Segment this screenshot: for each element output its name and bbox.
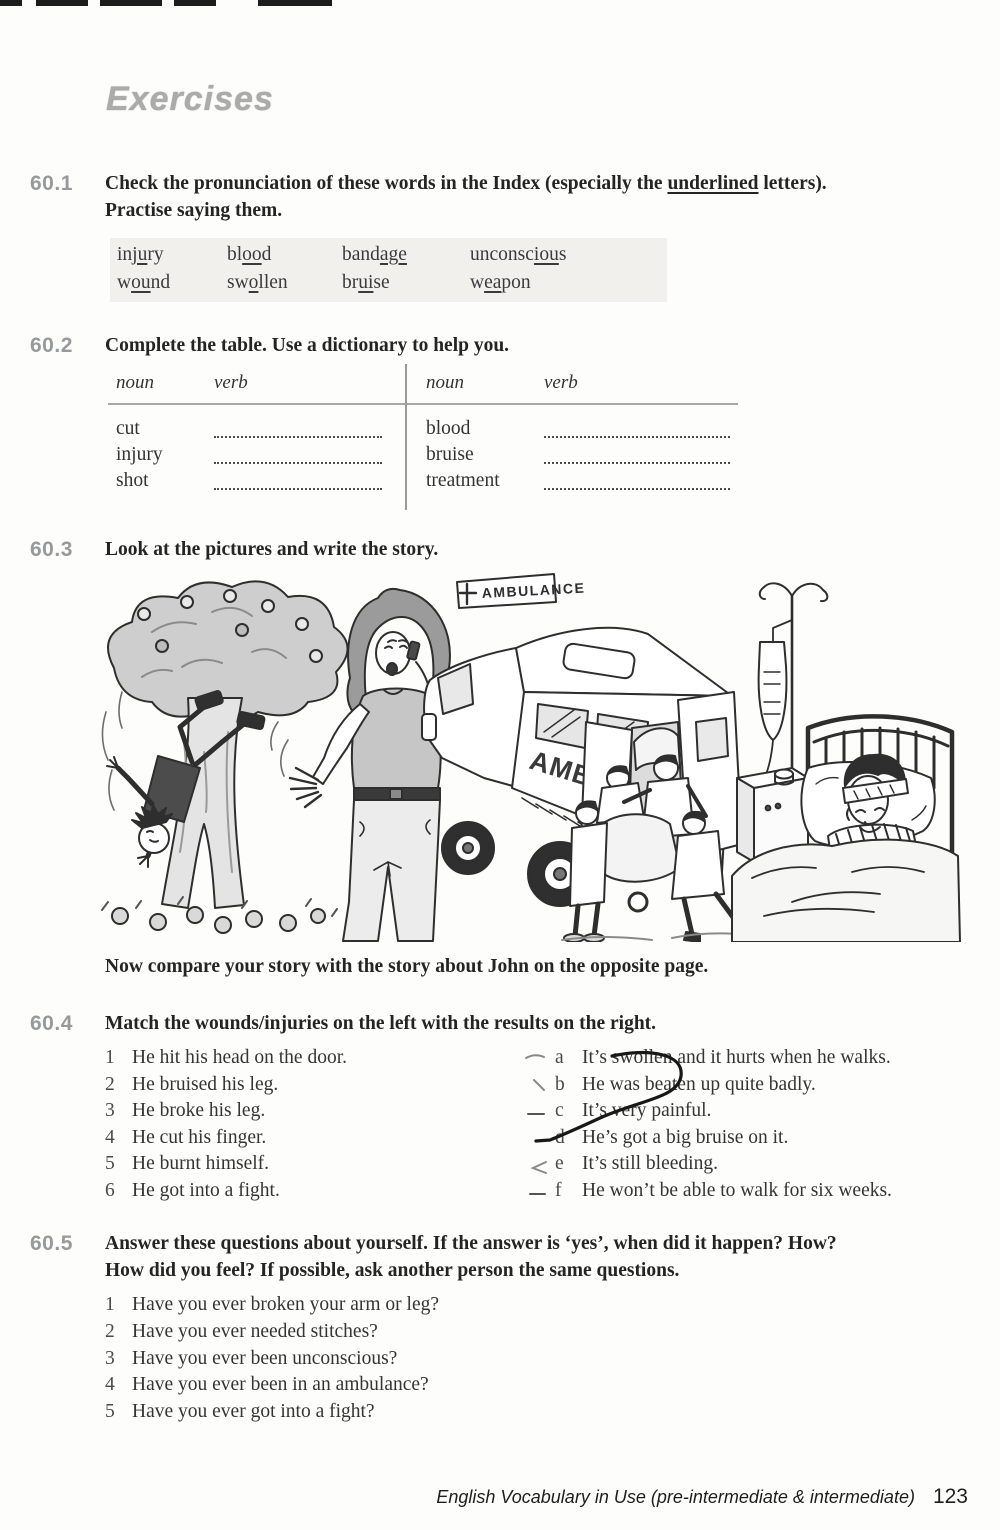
match-left-item: 6 He got into a fight. [105, 1179, 280, 1201]
instruction-60-4: Match the wounds/injuries on the left with the results on the right. [105, 1013, 657, 1034]
match-right-item: e It’s still bleeding. [555, 1153, 718, 1175]
match-left-item: 5 He burnt himself. [105, 1153, 270, 1175]
match-left-item: 4 He cut his finger. [105, 1126, 267, 1148]
scan-artifact-bar [100, 0, 162, 6]
question-item: 2 Have you ever needed stitches? [105, 1320, 378, 1342]
match-left-item: 3 He broke his leg. [105, 1100, 266, 1122]
tick-b [534, 1080, 544, 1090]
word-injury: injury [117, 244, 164, 265]
scan-artifact-bar [174, 0, 216, 6]
answer-blank [544, 442, 730, 464]
instruction-60-3: Look at the pictures and write the story. [105, 539, 439, 560]
noun-verb-table [108, 372, 738, 512]
instruction-60-5 [105, 1230, 975, 1284]
stretcher-wheel [629, 893, 647, 911]
instruction-60-5-line2: How did you feel? If possible, ask another person the same questions. [105, 1260, 680, 1281]
question-item: 5 Have you ever got into a fight? [105, 1401, 375, 1423]
page-title: Exercises [106, 80, 274, 118]
match-right-item: f He won’t be able to walk for six weeks. [555, 1179, 892, 1201]
scan-artifact-bar [258, 0, 332, 6]
tick-e [533, 1162, 546, 1173]
section-number-60-5: 60.5 [30, 1232, 73, 1255]
match-left-item: 2 He bruised his leg. [105, 1073, 279, 1095]
iv-bag [759, 642, 787, 740]
instruction-60-1-line2: Practise saying them. [105, 200, 283, 221]
match-right-list [555, 1047, 892, 1207]
story-illustration [92, 572, 964, 942]
noun-bruise: bruise [426, 444, 474, 465]
section-number-60-4: 60.4 [30, 1012, 73, 1035]
noun-cut: cut [116, 418, 140, 439]
noun-blood: blood [426, 418, 471, 439]
instruction-60-2: Complete the table. Use a dictionary to help you. [105, 335, 510, 356]
compare-note: Now compare your story with the story about John on the opposite page. [105, 956, 709, 977]
word-weapon: weapon [470, 272, 531, 293]
word-bandage: bandage [342, 244, 407, 265]
ambulance-sign-text: AMBULANCE [481, 579, 586, 601]
woman-jeans [343, 800, 440, 941]
match-right-item: d He’s got a big bruise on it. [555, 1126, 789, 1148]
section-number-60-3: 60.3 [30, 538, 73, 561]
table-header-rule [108, 403, 738, 405]
book-title: English Vocabulary in Use (pre-intermediate & intermediate) [436, 1487, 915, 1507]
blanket [732, 840, 960, 942]
col-header-verb-2: verb [544, 372, 578, 393]
match-right-item: a It’s swollen and it hurts when he walks. [555, 1047, 891, 1068]
scan-artifact-bar [0, 0, 22, 6]
col-header-noun-1: noun [116, 372, 154, 393]
answer-blank [544, 416, 730, 438]
match-left-item: 1 He hit his head on the door. [105, 1047, 348, 1068]
scan-artifact-bar [36, 0, 88, 6]
col-header-noun-2: noun [426, 372, 464, 393]
question-item: 1 Have you ever broken your arm or leg? [105, 1294, 440, 1315]
section-number-60-2: 60.2 [30, 334, 73, 357]
noun-treatment: treatment [426, 470, 500, 491]
word-bruise: bruise [342, 272, 390, 293]
instruction-60-1 [105, 170, 975, 224]
answer-blank [214, 468, 382, 490]
answer-blank [214, 416, 382, 438]
question-list [105, 1294, 439, 1428]
match-left-list [105, 1047, 347, 1207]
word-swollen: swollen [227, 272, 288, 293]
noun-shot: shot [116, 470, 149, 491]
match-right-item: c It’s very painful. [555, 1100, 712, 1122]
word-blood: blood [227, 244, 272, 265]
hospital-scene [732, 583, 960, 942]
stretcher-patient [602, 814, 680, 881]
section-number-60-1: 60.1 [30, 172, 73, 195]
answer-blank [544, 468, 730, 490]
pronunciation-word-list [110, 238, 667, 302]
match-right-item: b He was beaten up quite badly. [555, 1073, 816, 1095]
table-divider [405, 364, 407, 510]
answer-blank [214, 442, 382, 464]
word-wound: wound [117, 272, 171, 293]
noun-injury: injury [116, 444, 163, 465]
word-unconscious: unconscious [470, 244, 567, 265]
col-header-verb-1: verb [214, 372, 248, 393]
question-item: 4 Have you ever been in an ambulance? [105, 1374, 429, 1396]
underlined-word: underlined [667, 173, 759, 194]
page-number: 123 [932, 1485, 968, 1508]
page-footer [0, 1485, 968, 1509]
instruction-60-5-line1: Answer these questions about yourself. If the answer is ‘yes’, when did it happen? How? [105, 1233, 837, 1254]
question-item: 3 Have you ever been unconscious? [105, 1347, 398, 1369]
tick-a [526, 1055, 544, 1058]
instruction-60-1-line1: Check the pronunciation of these words in the Index (especially the underlined letters). [105, 173, 827, 194]
